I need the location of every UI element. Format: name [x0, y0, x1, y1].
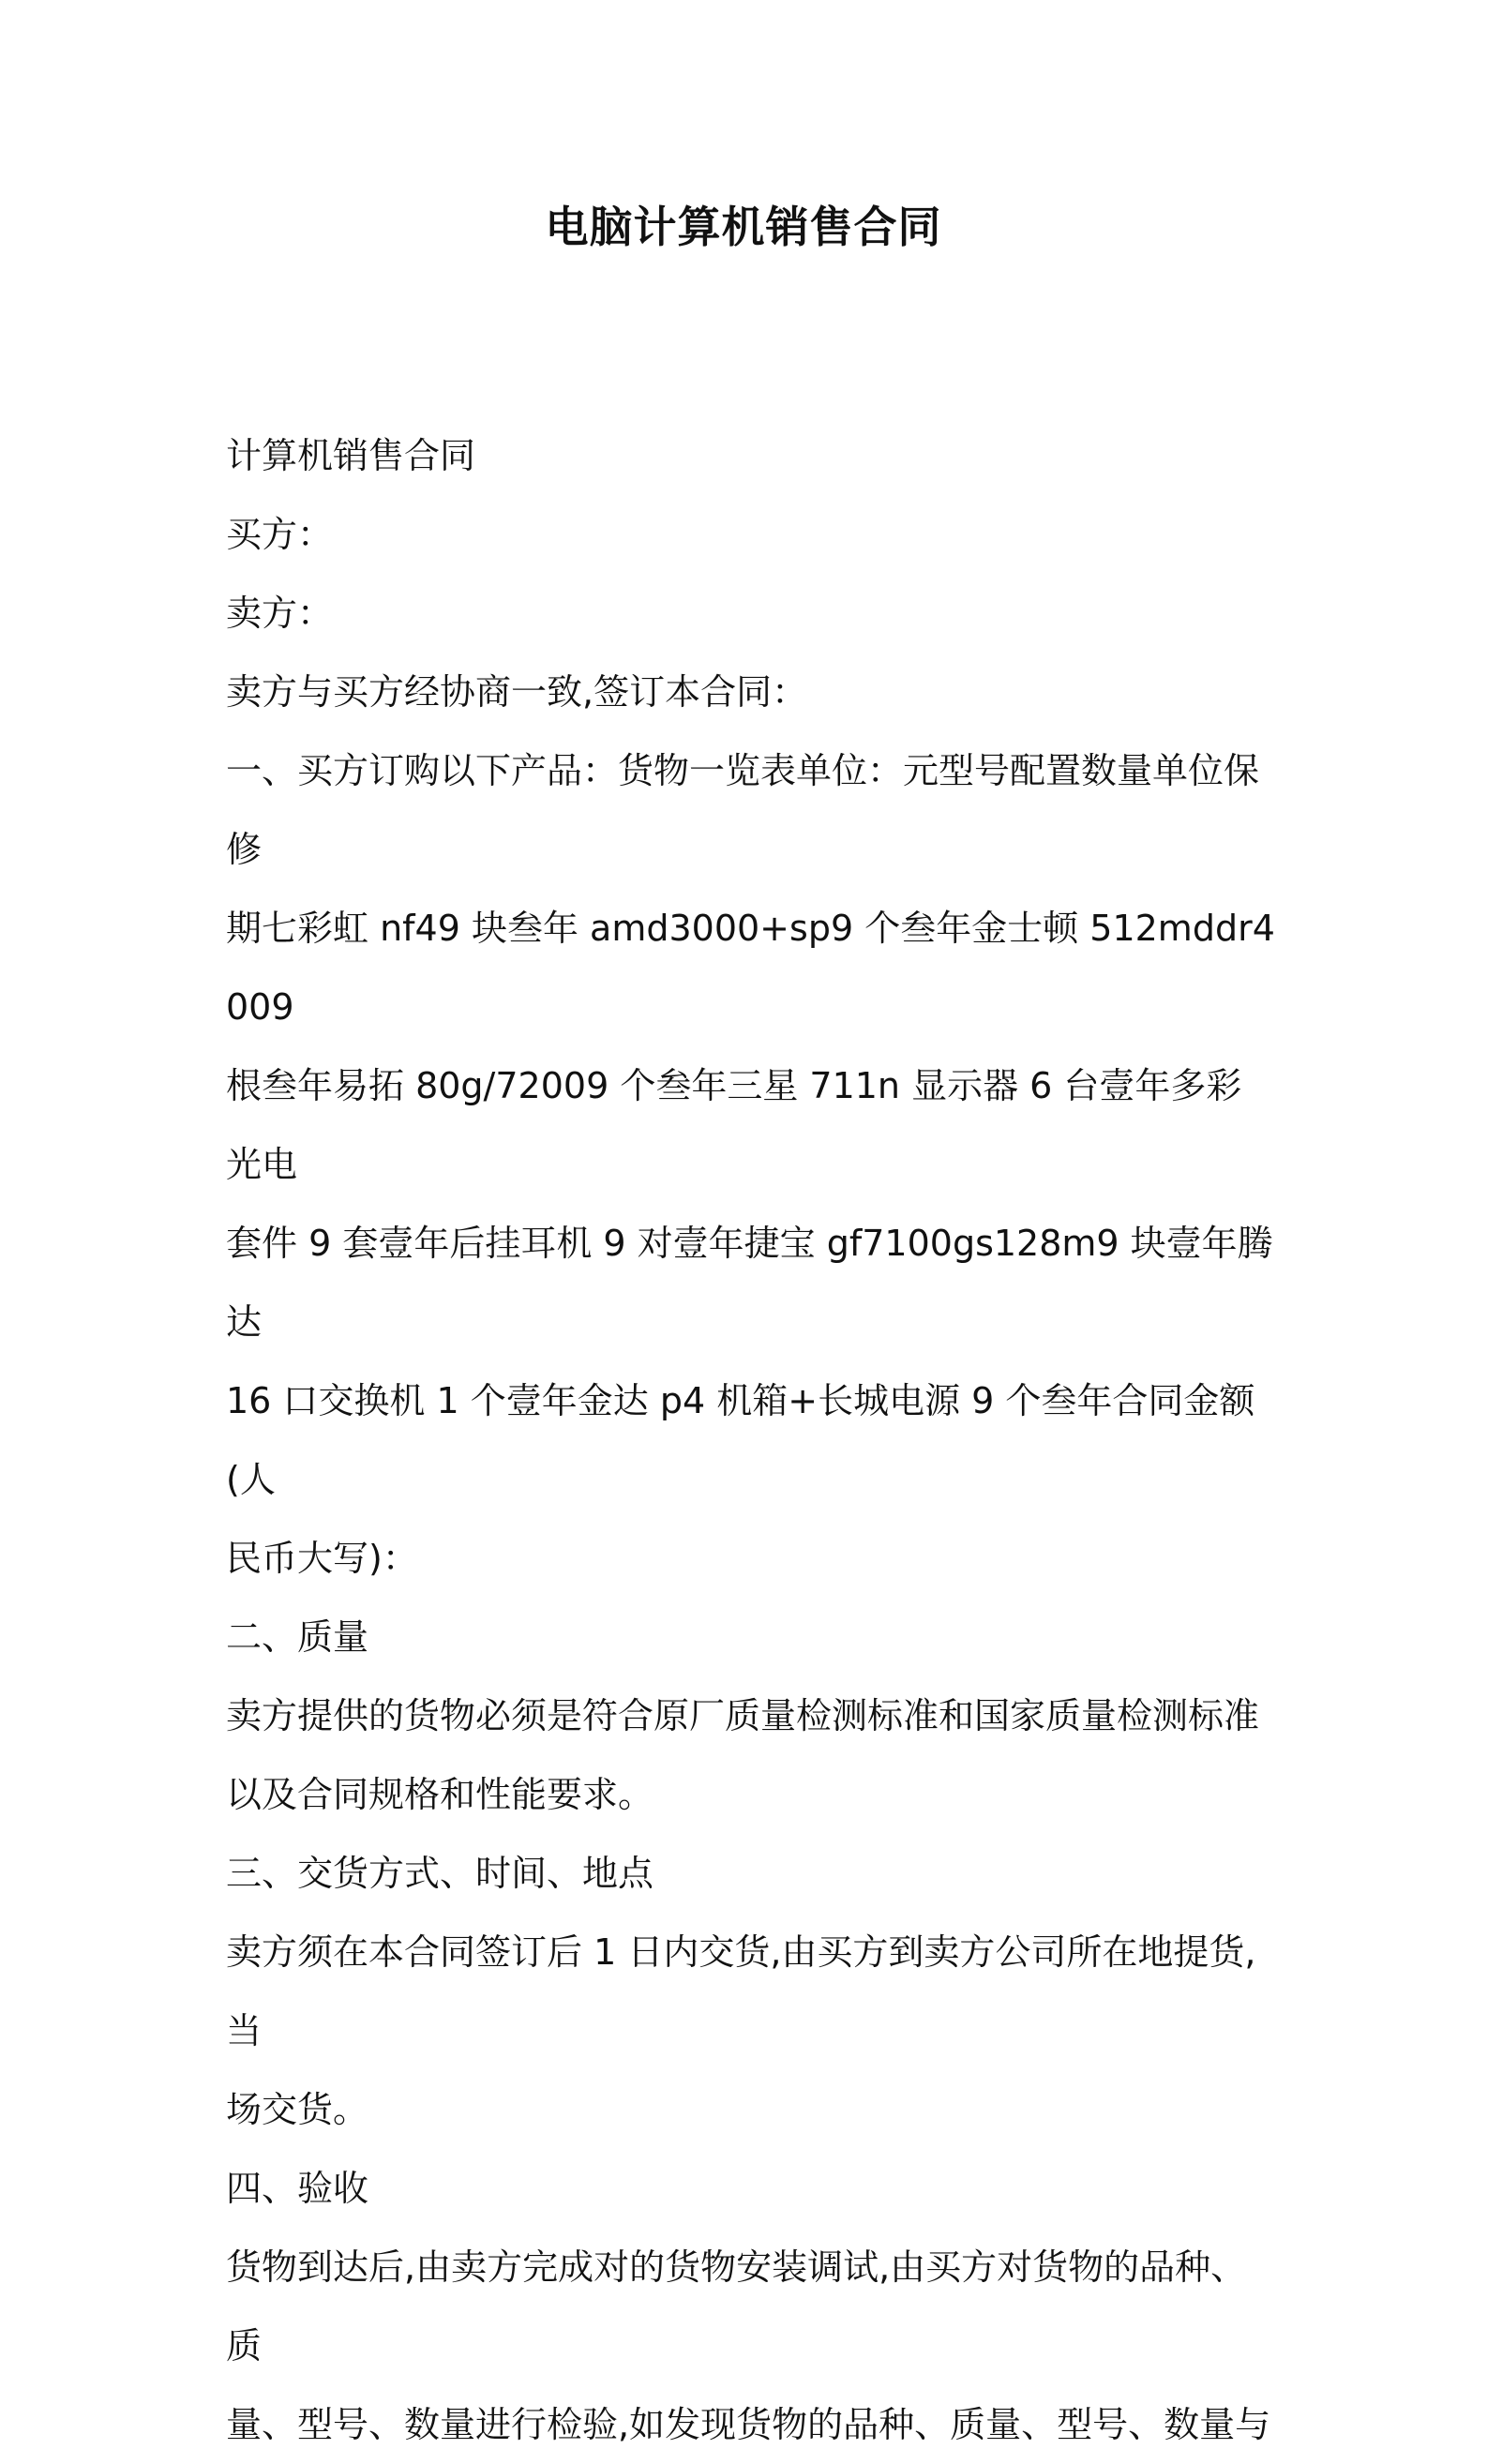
section-4-line-1: 货物到达后,由卖方完成对的货物安装调试,由买方对货物的品种、质	[226, 2246, 1247, 2366]
document-title: 电脑计算机销售合同	[545, 202, 942, 252]
section-2-line-2: 以及合同规格和性能要求。	[226, 1774, 654, 1815]
section-3-line-2: 场交货。	[226, 2089, 369, 2130]
section-1-line-6: 民币大写)：	[226, 1538, 418, 1579]
section-3-heading: 三、交货方式、时间、地点	[226, 1853, 654, 1894]
section-1-line-3: 根叁年易拓 80g/72009 个叁年三星 711n 显示器 6 台壹年多彩光电	[226, 1065, 1242, 1185]
seller-line: 卖方：	[226, 593, 334, 634]
section-1-line-5: 16 口交换机 1 个壹年金达 p4 机箱+长城电源 9 个叁年合同金额(人	[226, 1380, 1255, 1500]
agreement-line: 卖方与买方经协商一致,签订本合同：	[226, 671, 808, 713]
section-4-heading: 四、验收	[226, 2168, 369, 2209]
contract-heading: 计算机销售合同	[226, 435, 476, 476]
section-1-line-1: 一、买方订购以下产品：货物一览表单位：元型号配置数量单位保修	[226, 750, 1260, 870]
section-2-heading: 二、质量	[226, 1616, 369, 1658]
document-body	[226, 416, 1276, 2464]
buyer-line: 买方：	[226, 514, 334, 555]
section-1-line-4: 套件 9 套壹年后挂耳机 9 对壹年捷宝 gf7100gs128m9 块壹年腾达	[226, 1223, 1273, 1343]
section-4-line-2: 量、型号、数量进行检验,如发现货物的品种、质量、型号、数量与	[226, 2404, 1271, 2445]
section-3-line-1: 卖方须在本合同签订后 1 日内交货,由买方到卖方公司所在地提货,当	[226, 1931, 1256, 2051]
section-2-line-1: 卖方提供的货物必须是符合原厂质量检测标准和国家质量检测标准	[226, 1695, 1260, 1736]
section-1-line-2: 期七彩虹 nf49 块叁年 amd3000+sp9 个叁年金士顿 512mddr4009	[226, 908, 1275, 1028]
